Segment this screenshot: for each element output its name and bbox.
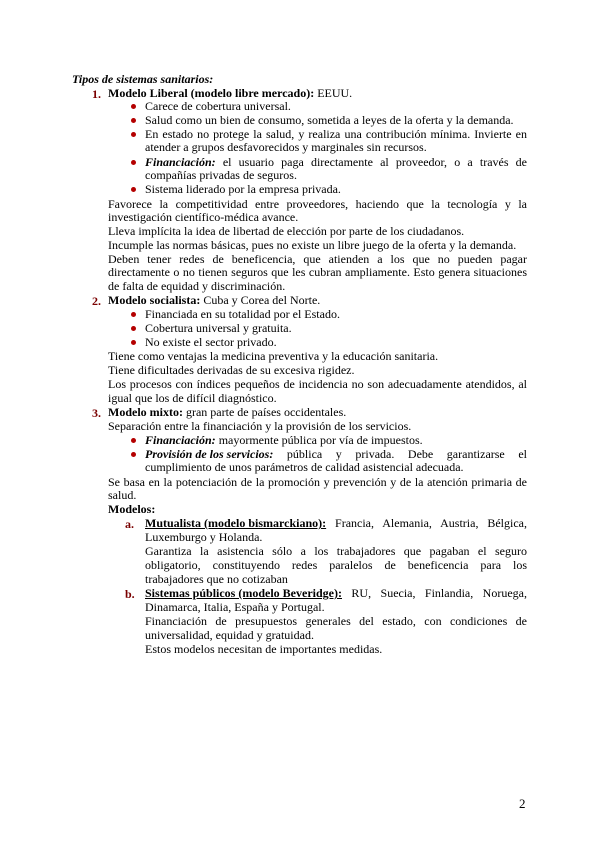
section-2-title-rest: Cuba y Corea del Norte. <box>200 293 321 307</box>
page-number: 2 <box>519 796 526 811</box>
section-2-title: Modelo socialista: <box>108 293 201 307</box>
section-3-header <box>108 406 346 420</box>
list-item: En estado no protege la salud, y realiza una contribución mínima. Invierte en <box>145 127 527 141</box>
model-b-title: Sistemas públicos (modelo Beveridge): <box>145 586 342 600</box>
bullet-icon <box>131 438 136 443</box>
paragraph-line: Los procesos con índices pequeños de incidencia no son adecuadamente atendidos, al <box>108 377 527 391</box>
model-a-countries: Francia, Alemania, Austria, Bélgica, <box>326 516 527 530</box>
list-item-text: pública y privada. Debe garantizarse el <box>273 447 527 461</box>
section-3-title: Modelo mixto: <box>108 405 183 419</box>
model-b-header <box>145 587 527 601</box>
list-item: Cobertura universal y gratuita. <box>145 321 292 335</box>
list-item: Carece de cobertura universal. <box>145 99 291 113</box>
paragraph-line: Tiene como ventajas la medicina preventiva y la educación sanitaria. <box>108 349 439 363</box>
model-a-line: trabajadores que no cotizaban <box>145 572 288 586</box>
list-item-label: Financiación: <box>145 155 216 169</box>
section-1-number: 1. <box>92 87 101 101</box>
model-a-line: obligatorio, constituyendo redes paralelos de beneficencia para los <box>145 558 527 572</box>
model-a-header <box>145 517 527 531</box>
list-item-text: mayormente pública por vía de impuestos. <box>215 433 423 447</box>
paragraph-line: salud. <box>108 488 137 502</box>
bullet-icon <box>131 312 136 317</box>
bullet-icon <box>131 340 136 345</box>
models-label: Modelos: <box>108 502 156 516</box>
list-item-label: Financiación: <box>145 433 216 447</box>
paragraph-line: directamente o no tienen seguros que les cubran ampliamente. Esto genera situaciones <box>108 265 527 279</box>
model-a-line: Garantiza la asistencia sólo a los trabajadores que pagaban el seguro <box>145 544 527 558</box>
model-b-letter: b. <box>125 587 135 601</box>
paragraph-line: Incumple las normas básicas, pues no existe un libre juego de la oferta y la demanda. <box>108 238 517 252</box>
paragraph-line: de falta de equidad y discriminación. <box>108 279 286 293</box>
model-b-line: Dinamarca, Italia, España y Portugal. <box>145 600 325 614</box>
bullet-icon <box>131 326 136 331</box>
paragraph-line: investigación científico-médica avance. <box>108 210 299 224</box>
list-item-text: el usuario paga directamente al proveedor, o a través de <box>215 155 527 169</box>
list-item: Financiada en su totalidad por el Estado. <box>145 307 340 321</box>
model-b-countries: RU, Suecia, Finlandia, Noruega, <box>342 586 527 600</box>
model-a-line: Luxemburgo y Holanda. <box>145 530 263 544</box>
list-item-label: Provisión de los servicios: <box>145 447 274 461</box>
paragraph-line: Tiene dificultades derivadas de su excesiva rigidez. <box>108 363 355 377</box>
paragraph-line: Favorece la competitividad entre proveedores, haciendo que la tecnología y la <box>108 197 527 211</box>
bullet-icon <box>131 160 136 165</box>
page-heading: Tipos de sistemas sanitarios: <box>72 72 214 86</box>
section-2-header <box>108 294 320 308</box>
paragraph-line: igual que los de difícil diagnóstico. <box>108 391 277 405</box>
list-item: No existe el sector privado. <box>145 335 277 349</box>
bullet-icon <box>131 132 136 137</box>
bullet-icon <box>131 104 136 109</box>
bullet-icon <box>131 118 136 123</box>
section-3-title-rest: gran parte de países occidentales. <box>182 405 347 419</box>
paragraph-line: Lleva implícita la idea de libertad de elección por parte de los ciudadanos. <box>108 224 465 238</box>
paragraph-line: Deben tener redes de beneficencia, que atienden a los que no pueden pagar <box>108 252 527 266</box>
section-2-number: 2. <box>92 294 101 308</box>
list-item: Salud como un bien de consumo, sometida a leyes de la oferta y la demanda. <box>145 113 514 127</box>
section-3-number: 3. <box>92 406 101 420</box>
list-item-continuation: cumplimiento de unos parámetros de calidad asistencial adecuada. <box>145 460 464 474</box>
list-item-continuation: atender a grupos desfavorecidos y marginales sin recursos. <box>145 140 427 154</box>
model-b-line: Financiación de presupuestos generales del estado, con condiciones de <box>145 614 527 628</box>
section-1-title-rest: EEUU. <box>314 86 353 100</box>
bullet-icon <box>131 452 136 457</box>
model-a-title: Mutualista (modelo bismarckiano): <box>145 516 327 530</box>
bullet-icon <box>131 187 136 192</box>
section-3-intro: Separación entre la financiación y la provisión de los servicios. <box>108 419 412 433</box>
list-item <box>145 434 423 448</box>
model-b-line: Estos modelos necesitan de importantes medidas. <box>145 642 383 656</box>
list-item: Sistema liderado por la empresa privada. <box>145 182 341 196</box>
model-a-letter: a. <box>125 517 134 531</box>
section-1-title: Modelo Liberal (modelo libre mercado): <box>108 86 315 100</box>
list-item-continuation: compañías privadas de seguros. <box>145 168 297 182</box>
model-b-line: universalidad, equidad y gratuidad. <box>145 628 314 642</box>
paragraph-line: Se basa en la potenciación de la promoción y prevención y de la atención primaria de <box>108 475 527 489</box>
